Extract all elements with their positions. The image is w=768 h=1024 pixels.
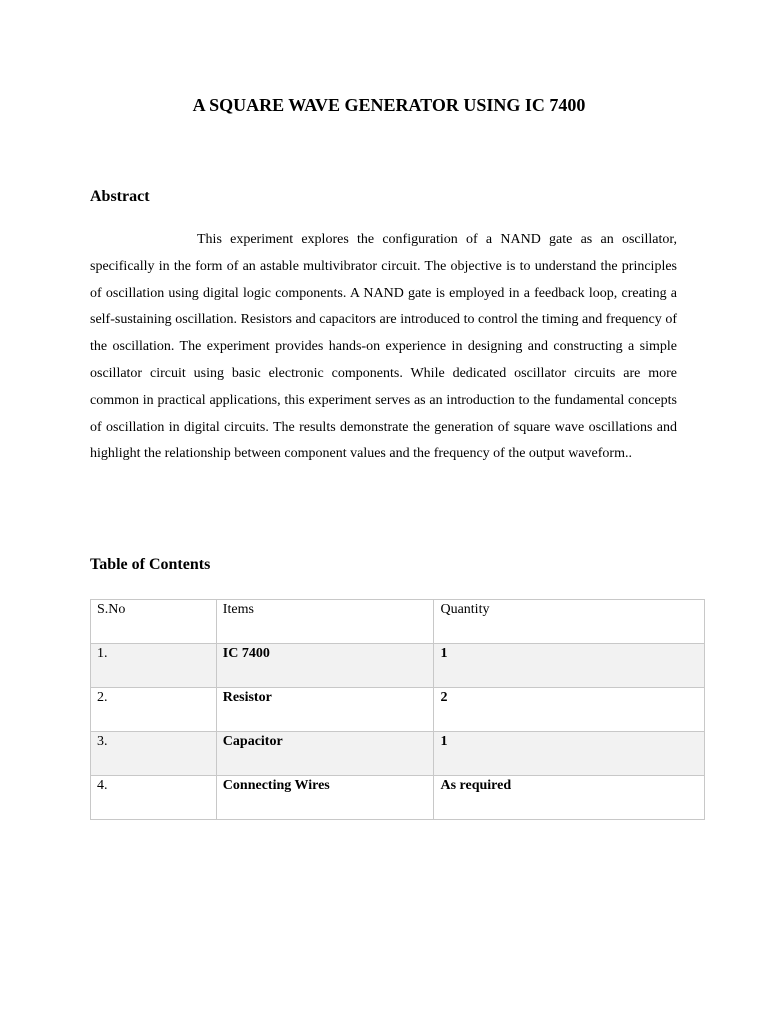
toc-heading: Table of Contents: [90, 556, 211, 573]
table-row: [91, 644, 705, 688]
cell-sno: 1.: [91, 644, 217, 688]
cell-item: Resistor: [216, 688, 434, 732]
table-row: [91, 776, 705, 820]
abstract-paragraph: This experiment explores the configuration of a NAND gate as an oscillator, specifically in the form of an astable multivibrator circuit. The objective is to understand the principles of oscillation using digital logic components. A NAND gate is employed in a feedback loop, creating a self-sustaining oscillation. Resistors and capacitors are introduced to control the timing and frequency of the oscillation. The experiment provides hands-on experience in designing and constructing a simple oscillator circuit using basic electronic components. While dedicated oscillator circuits are more common in practical applications, this experiment serves as an introduction to the fundamental concepts of oscillation in digital circuits. The results demonstrate the generation of square wave oscillations and highlight the relationship between component values and the frequency of the output waveform..: [90, 232, 677, 462]
document-title: A SQUARE WAVE GENERATOR USING IC 7400: [192, 95, 586, 115]
abstract-heading: Abstract: [90, 188, 150, 205]
table-row: [91, 688, 705, 732]
cell-item: IC 7400: [216, 644, 434, 688]
cell-quantity: As required: [434, 776, 705, 820]
cell-quantity: 2: [434, 688, 705, 732]
table-row: [91, 732, 705, 776]
header-sno: S.No: [91, 600, 217, 644]
cell-item: Capacitor: [216, 732, 434, 776]
header-items: Items: [216, 600, 434, 644]
header-quantity: Quantity: [434, 600, 705, 644]
cell-sno: 4.: [91, 776, 217, 820]
cell-quantity: 1: [434, 732, 705, 776]
cell-quantity: 1: [434, 644, 705, 688]
cell-item: Connecting Wires: [216, 776, 434, 820]
components-table: [90, 599, 705, 820]
cell-sno: 3.: [91, 732, 217, 776]
table-header-row: [91, 600, 705, 644]
cell-sno: 2.: [91, 688, 217, 732]
